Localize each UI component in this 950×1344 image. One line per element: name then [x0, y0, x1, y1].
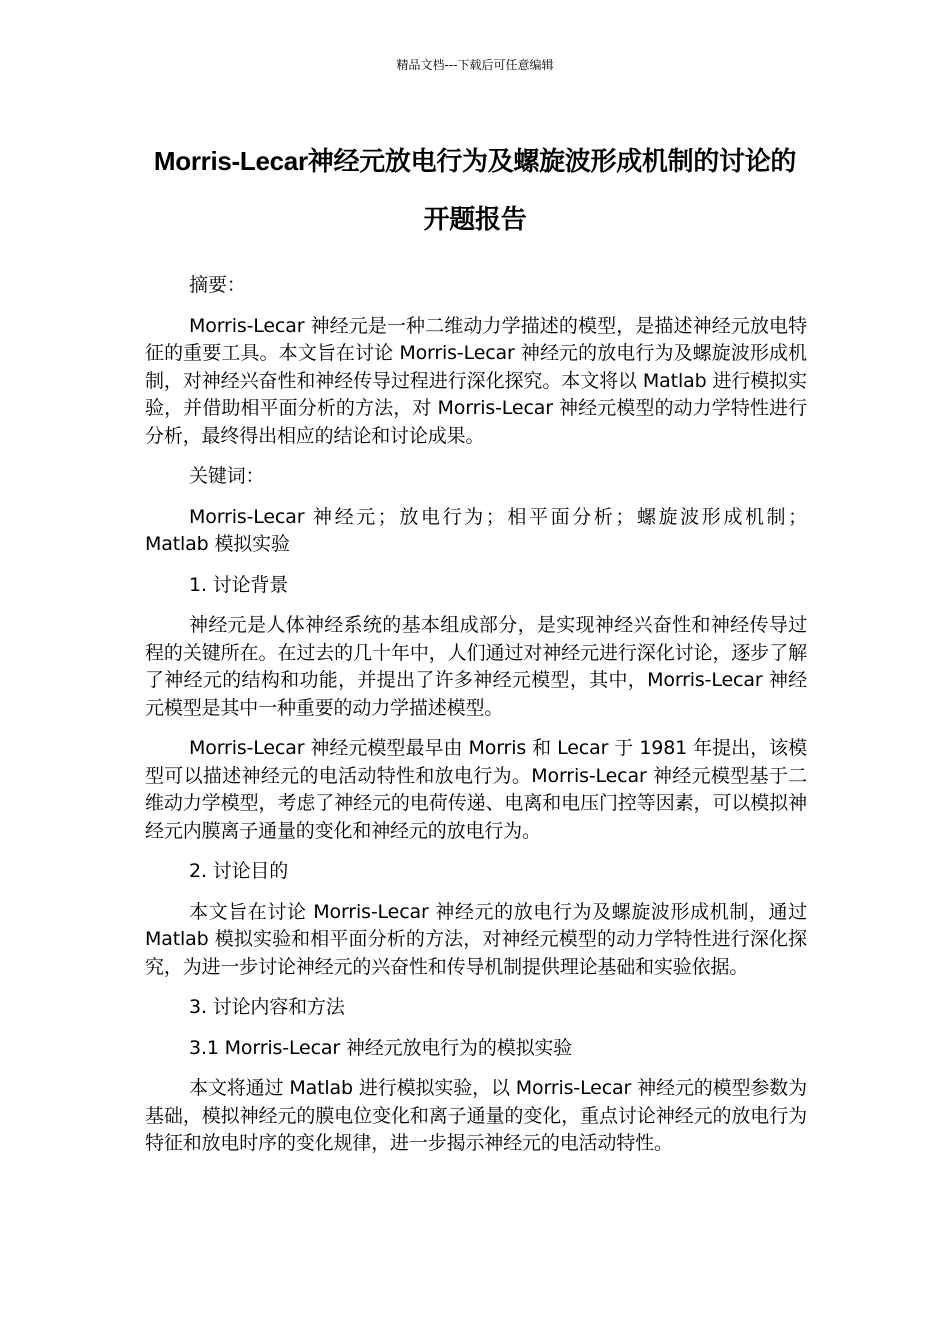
header-note: 精品文档---下载后可任意编辑 — [396, 58, 554, 72]
section-2-heading: 2. 讨论目的 — [189, 860, 289, 882]
purpose-paragraph: 本文旨在讨论 Morris-Lecar 神经元的放电行为及螺旋波形成机制，通过 Matlab 模拟实验和相平面分析的方法，对神经元模型的动力学特性进行深化探究，为进一步讨论神经元的兴奋性和传导机制提供理论基础和实验依据。 — [145, 900, 807, 978]
document-title: Morris-Lecar神经元放电行为及螺旋波形成机制的讨论的开题报告 — [153, 146, 797, 234]
simulation-paragraph: 本文将通过 Matlab 进行模拟实验，以 Morris-Lecar 神经元的模型参数为基础，模拟神经元的膜电位变化和离子通量的变化，重点讨论神经元的放电行为特征和放电时序的变化规律，进一步揭示神经元的电活动特性。 — [145, 1077, 807, 1154]
abstract-heading: 摘要： — [189, 274, 246, 296]
keywords-paragraph: Morris-Lecar 神经元；放电行为；相平面分析；螺旋波形成机制；Matlab 模拟实验 — [145, 505, 807, 555]
keywords-heading: 关键词： — [189, 465, 265, 487]
background-paragraph-1: 神经元是人体神经系统的基本组成部分，是实现神经兴奋性和神经传导过程的关键所在。在过去的几十年中，人们通过对神经元进行深化讨论，逐步了解了神经元的结构和功能，并提出了许多神经元模型，其中，Morris-Lecar 神经元模型是其中一种重要的动力学描述模型。 — [145, 614, 807, 719]
background-paragraph-2: Morris-Lecar 神经元模型最早由 Morris 和 Lecar 于 1981 年提出，该模型可以描述神经元的电活动特性和放电行为。Morris-Lecar 神经元模型基于二维动力学模型，考虑了神经元的电荷传递、电离和电压门控等因素，可以模拟神经元内膜离子通量的变化和神经元的放电行为。 — [145, 737, 807, 842]
abstract-paragraph: Morris-Lecar 神经元是一种二维动力学描述的模型，是描述神经元放电特征的重要工具。本文旨在讨论 Morris-Lecar 神经元的放电行为及螺旋波形成机制，对神经兴奋性和神经传导过程进行深化探究。本文将以 Matlab 进行模拟实验，并借助相平面分析的方法，对 Morris-Lecar 神经元模型的动力学特性进行分析，最终得出相应的结论和讨论成果。 — [145, 314, 807, 447]
document-body — [145, 272, 807, 1171]
section-3-1-heading: 3.1 Morris-Lecar 神经元放电行为的模拟实验 — [189, 1036, 573, 1059]
section-1-heading: 1. 讨论背景 — [189, 573, 289, 596]
section-3-heading: 3. 讨论内容和方法 — [189, 996, 345, 1018]
